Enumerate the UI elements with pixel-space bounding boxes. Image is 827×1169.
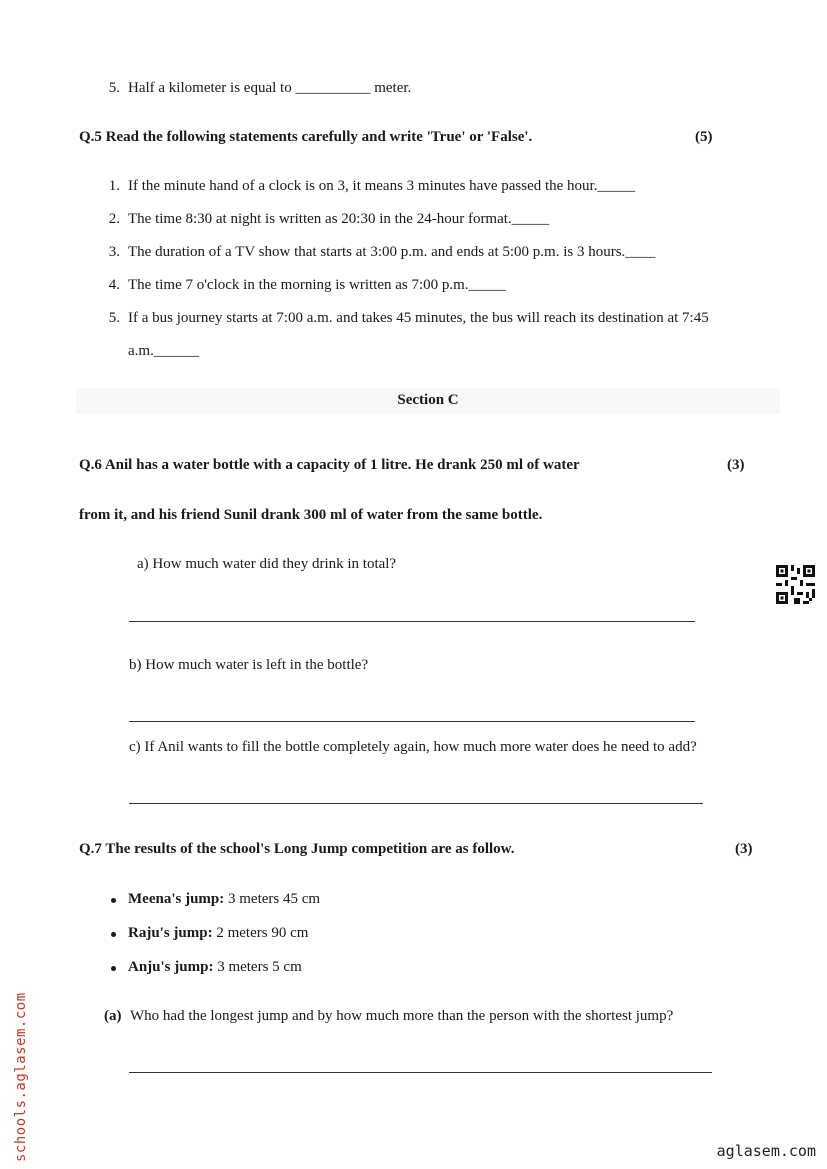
q5-item-number: 1. <box>108 178 120 194</box>
q6-title-line1: Q.6 Anil has a water bottle with a capacity of 1 litre. He drank 250 ml of water <box>79 457 580 473</box>
q5-item-text: If the minute hand of a clock is on 3, it means 3 minutes have passed the hour._____ <box>128 178 635 194</box>
jump-distance: 2 meters 90 cm <box>216 925 309 941</box>
section-c-title: Section C <box>397 392 459 408</box>
jump-distance: 3 meters 45 cm <box>228 891 321 907</box>
q5-item-text-continued: a.m.______ <box>128 343 199 359</box>
bottom-watermark: aglasem.com <box>716 1142 816 1160</box>
q7-marks: (3) <box>735 841 753 857</box>
jumper-name: Anju's jump: <box>128 959 214 975</box>
q7-bullet-item <box>128 959 302 976</box>
answer-line[interactable] <box>129 1072 712 1073</box>
q5-item-text: The time 7 o'clock in the morning is written as 7:00 p.m._____ <box>128 277 507 293</box>
q7-part-a-label: (a) <box>104 1008 122 1024</box>
bullet-icon <box>111 932 116 937</box>
q6-marks: (3) <box>727 457 745 473</box>
q6-part-c: c) If Anil wants to fill the bottle completely again, how much more water does he need to add? <box>129 739 697 755</box>
answer-line[interactable] <box>129 721 695 722</box>
bullet-icon <box>111 898 116 903</box>
bullet-icon <box>111 966 116 971</box>
q7-part-a-text: Who had the longest jump and by how much more than the person with the shortest jump? <box>130 1008 674 1024</box>
q4-item5-text: Half a kilometer is equal to __________ meter. <box>128 80 412 96</box>
q5-title: Q.5 Read the following statements carefully and write 'True' or 'False'. <box>79 129 533 145</box>
q5-item-text: The time 8:30 at night is written as 20:30 in the 24-hour format._____ <box>128 211 550 227</box>
q6-part-b: b) How much water is left in the bottle? <box>129 657 369 673</box>
q5-item-number: 5. <box>108 310 120 326</box>
q5-item-number: 3. <box>108 244 120 260</box>
q5-marks: (5) <box>695 129 713 145</box>
q6-title-line2: from it, and his friend Sunil drank 300 ml of water from the same bottle. <box>79 507 543 523</box>
q7-bullet-item <box>128 891 320 908</box>
q5-item-text: The duration of a TV show that starts at 3:00 p.m. and ends at 5:00 p.m. is 3 hours.____ <box>128 244 656 260</box>
q7-title: Q.7 The results of the school's Long Jump competition are as follow. <box>79 841 515 857</box>
q4-item5-number: 5. <box>108 80 120 96</box>
section-c-header <box>76 388 780 414</box>
q5-item-text: If a bus journey starts at 7:00 a.m. and takes 45 minutes, the bus will reach its destination at 7:45 <box>128 310 709 326</box>
q6-part-a: a) How much water did they drink in total? <box>137 556 397 572</box>
jump-distance: 3 meters 5 cm <box>217 959 302 975</box>
q5-item-number: 2. <box>108 211 120 227</box>
side-watermark: schools.aglasem.com <box>13 992 29 1162</box>
jumper-name: Raju's jump: <box>128 925 213 941</box>
jumper-name: Meena's jump: <box>128 891 225 907</box>
qr-code-icon <box>776 565 815 604</box>
answer-line[interactable] <box>129 621 695 622</box>
answer-line[interactable] <box>129 803 703 804</box>
q7-bullet-item <box>128 925 308 942</box>
q5-item-number: 4. <box>108 277 120 293</box>
